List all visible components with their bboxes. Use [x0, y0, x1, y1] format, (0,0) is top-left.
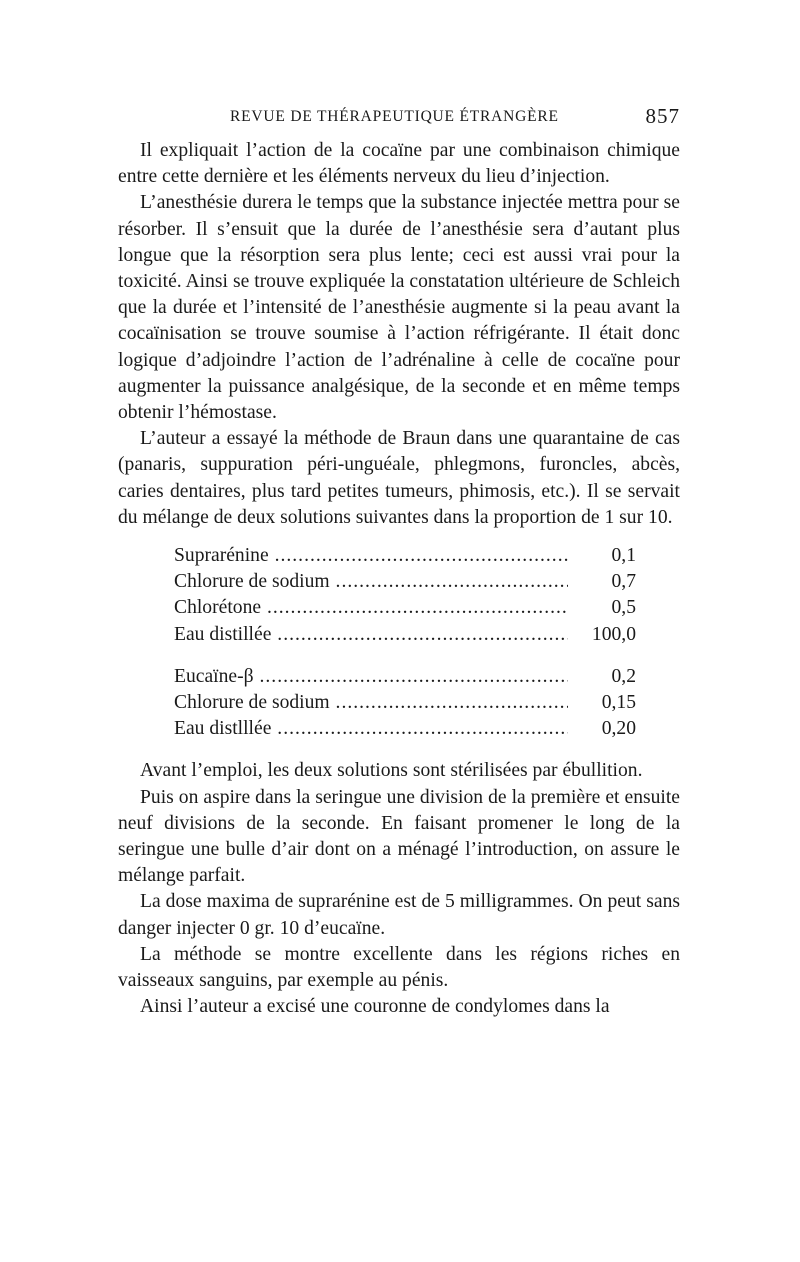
- ingredient-name: Eucaïne-β .....: [174, 664, 568, 690]
- paragraph-5: Puis on aspire dans la seringue une division de la première et ensuite neuf divisions de la seconde. En faisant promener le long de la seringue une bulle d’air dont on a ménagé l’introduction, on assure le mélange parfait.: [118, 786, 680, 887]
- formula-row: [174, 690, 636, 716]
- ingredient-quantity: 0,2: [611, 665, 636, 687]
- formula-row: [174, 664, 636, 690]
- formula-row: [174, 716, 636, 742]
- paragraph-6: La dose maxima de suprarénine est de 5 milligrammes. On peut sans danger injecter 0 gr. 10 d’eucaïne.: [118, 891, 680, 939]
- paragraph-1: Il expliquait l’action de la cocaïne par une combinaison chimique entre cette dernière et les éléments nerveux du lieu d’injection.: [118, 140, 680, 188]
- ingredient-name: Eau distlllée .....: [174, 716, 568, 742]
- ingredient-name: Suprarénine .....: [174, 543, 568, 569]
- ingredient-quantity: 0,5: [611, 597, 636, 619]
- paragraph-2: L’anesthésie durera le temps que la substance injectée mettra pour se résorber. Il s’ensuit que la durée de l’anesthésie sera d’autant plus longue que la résorption sera plus lente; ceci est aussi vrai pour la toxicité. Ainsi se trouve expliquée la constatation ultérieure de Schleich que la durée et l’intensité de l’anesthésie augmente si la peau avant la cocaïnisation se trouve soumise à l’action réfrigérante. Il était donc logique d’adjoindre l’action de l’adrénaline à celle de cocaïne pour augmenter la puissance analgésique, de la seconde et en même temps obtenir l’hémostase.: [118, 192, 680, 424]
- ingredient-name: Chlorétone .....: [174, 595, 568, 621]
- formula-table: [118, 543, 680, 742]
- paragraph-4: Avant l’emploi, les deux solutions sont stérilisées par ébullition.: [140, 760, 643, 782]
- running-header: [118, 104, 680, 138]
- paragraph-3: L’auteur a essayé la méthode de Braun dans une quarantaine de cas (panaris, suppuration péri-unguéale, phlegmons, furoncles, abcès, caries dentaires, plus tard petites tumeurs, phimosis, etc.). Il se servait du mélange de deux solutions suivantes dans la proportion de 1 sur 10.: [118, 428, 680, 528]
- ingredient-quantity: 0,1: [611, 545, 636, 567]
- ingredient-quantity: 0,7: [611, 571, 636, 593]
- ingredient-quantity: 0,15: [601, 691, 636, 713]
- ingredient-name: Chlorure de sodium .....: [174, 690, 568, 716]
- formula-row: [174, 543, 636, 569]
- formula-row: [174, 595, 636, 621]
- running-title: REVUE DE THÉRAPEUTIQUE ÉTRANGÈRE: [230, 108, 559, 125]
- solution-2: [118, 664, 680, 743]
- ingredient-name: Eau distillée .....: [174, 622, 568, 648]
- formula-row: [174, 622, 636, 648]
- page-number: 857: [645, 104, 680, 128]
- ingredient-quantity: 100,0: [591, 623, 636, 645]
- ingredient-quantity: 0,20: [601, 718, 636, 740]
- formula-row: [174, 569, 636, 595]
- book-page: [118, 104, 680, 1020]
- ingredient-name: Chlorure de sodium .....: [174, 569, 568, 595]
- paragraph-7: La méthode se montre excellente dans les régions riches en vaisseaux sanguins, par exemple au pénis.: [118, 943, 680, 991]
- solution-1: [118, 543, 680, 648]
- paragraph-8: Ainsi l’auteur a excisé une couronne de condylomes dans la: [140, 996, 610, 1018]
